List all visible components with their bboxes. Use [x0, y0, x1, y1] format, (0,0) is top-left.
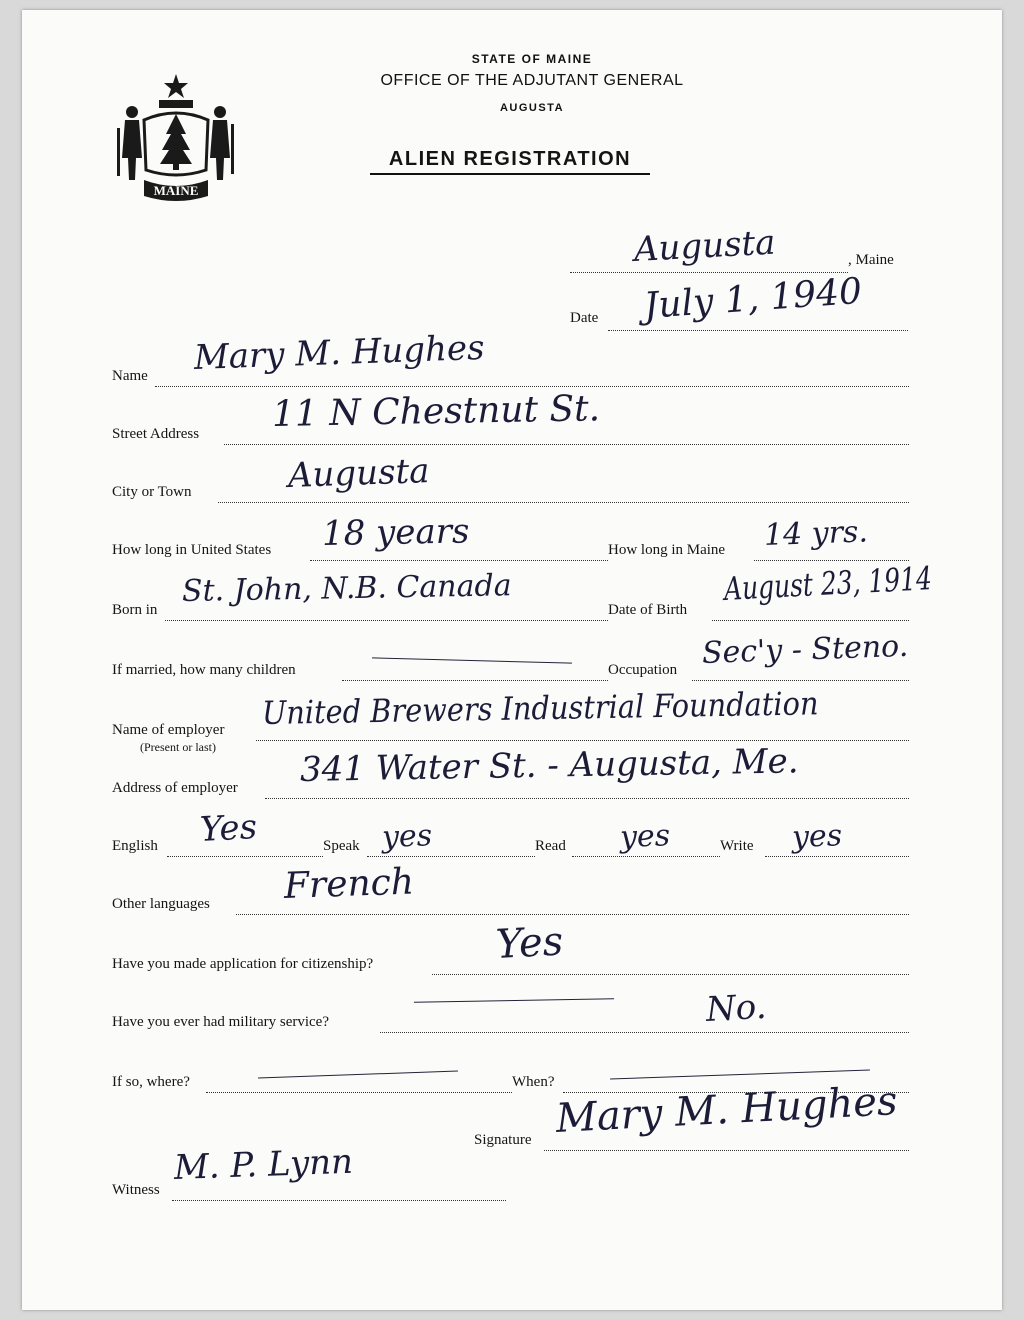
citizenship-line: [432, 974, 909, 975]
employer-address-line: [265, 798, 909, 799]
occupation-line: [692, 680, 909, 681]
dob-entry: August 23, 1914: [723, 559, 933, 608]
dob-line: [712, 620, 909, 621]
employer-address-label: Address of employer: [112, 780, 238, 796]
born-line: [165, 620, 608, 621]
name-label: Name: [112, 368, 148, 384]
us-years-label: How long in United States: [112, 542, 272, 558]
write-label: Write: [720, 838, 754, 854]
military-line: [380, 1032, 909, 1033]
date-label: Date: [570, 310, 599, 326]
us-years-line: [310, 560, 608, 561]
place-line: [570, 272, 848, 273]
witness-line: [172, 1200, 506, 1201]
when-label: When?: [512, 1074, 555, 1090]
city-label: City or Town: [112, 484, 192, 500]
born-label: Born in: [112, 602, 158, 618]
header-city: AUGUSTA: [499, 102, 565, 114]
place-suffix: , Maine: [848, 252, 894, 268]
read-line: [572, 856, 720, 857]
signature-line: [544, 1150, 909, 1151]
street-entry: 11 N Chestnut St.: [271, 388, 601, 435]
write-entry: yes: [791, 818, 843, 855]
city-line: [218, 502, 909, 503]
seal-text: MAINE: [153, 183, 199, 198]
us-years-entry: 18 years: [321, 511, 470, 554]
occupation-label: Occupation: [608, 662, 678, 678]
english-line: [167, 856, 323, 857]
employer-sublabel: (Present or last): [140, 740, 216, 754]
other-languages-label: Other languages: [112, 896, 210, 912]
write-line: [765, 856, 909, 857]
maine-years-entry: 14 yrs.: [763, 514, 869, 553]
where-label: If so, where?: [112, 1074, 190, 1090]
military-entry: No.: [704, 986, 768, 1030]
employer-label: Name of employer: [112, 722, 225, 738]
other-languages-line: [236, 914, 909, 915]
registration-form-page: [22, 10, 1002, 1310]
employer-line: [256, 740, 909, 741]
employer-address-entry: 341 Water St. - Augusta, Me.: [299, 741, 799, 790]
dob-label: Date of Birth: [608, 602, 688, 618]
witness-entry: M. P. Lynn: [173, 1141, 354, 1188]
maine-years-label: How long in Maine: [608, 542, 726, 558]
children-label: If married, how many children: [112, 662, 296, 678]
where-dash-mark: [258, 1071, 458, 1079]
signature-label: Signature: [474, 1132, 532, 1148]
street-label: Street Address: [112, 426, 200, 442]
speak-entry: yes: [381, 818, 433, 855]
read-entry: yes: [619, 818, 671, 855]
military-dash-mark: [414, 998, 614, 1002]
street-line: [224, 444, 909, 445]
born-entry: St. John, N.B. Canada: [181, 568, 512, 609]
header-state: STATE OF MAINE: [471, 52, 593, 66]
english-label: English: [112, 838, 158, 854]
maine-state-seal-icon: [114, 68, 238, 202]
signature-entry: Mary M. Hughes: [554, 1078, 899, 1142]
speak-line: [367, 856, 535, 857]
military-label: Have you ever had military service?: [112, 1014, 329, 1030]
citizenship-entry: Yes: [494, 918, 565, 968]
occupation-entry: Sec'y - Steno.: [701, 628, 909, 671]
date-entry: July 1, 1940: [642, 270, 864, 327]
witness-label: Witness: [112, 1182, 160, 1198]
place-entry: Augusta: [632, 222, 777, 270]
citizenship-label: Have you made application for citizenship?: [112, 956, 374, 972]
other-languages-entry: French: [283, 861, 415, 907]
when-dash-mark: [610, 1069, 870, 1079]
children-line: [342, 680, 608, 681]
date-line: [608, 330, 908, 331]
name-line: [155, 386, 909, 387]
city-entry: Augusta: [287, 451, 431, 496]
employer-entry: United Brewers Industrial Foundation: [261, 684, 819, 732]
name-entry: Mary M. Hughes: [193, 327, 486, 378]
children-dash-mark: [372, 657, 572, 663]
header-office: OFFICE OF THE ADJUTANT GENERAL: [380, 72, 684, 89]
english-entry: Yes: [198, 807, 259, 850]
where-line: [206, 1092, 512, 1093]
form-title: ALIEN REGISTRATION: [370, 148, 650, 175]
read-label: Read: [535, 838, 566, 854]
speak-label: Speak: [323, 838, 360, 854]
